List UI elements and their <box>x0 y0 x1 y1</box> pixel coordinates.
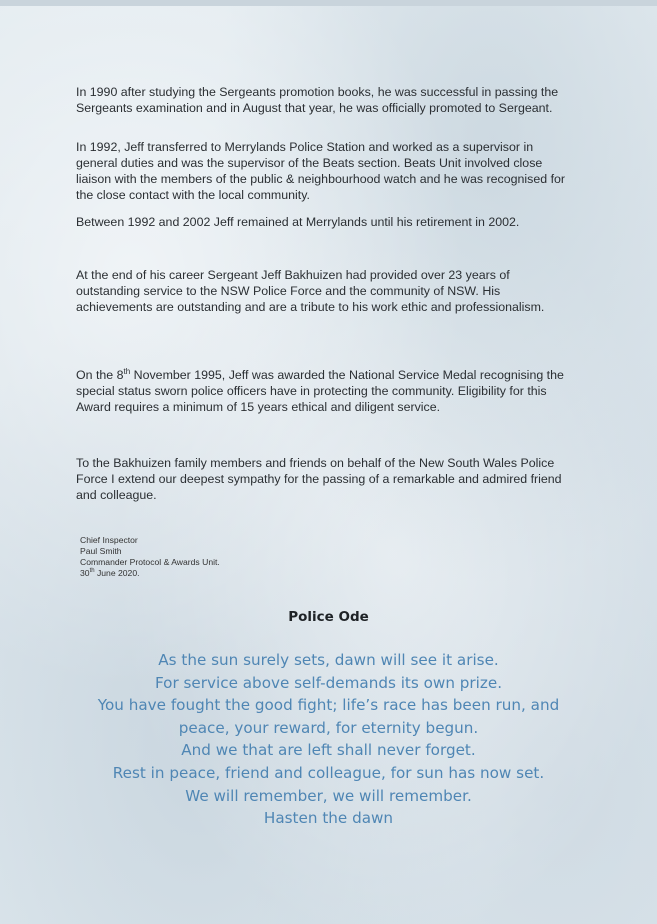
paragraph-career-summary: At the end of his career Sergeant Jeff Bakhuizen had provided over 23 years of outstanding service to the NSW Police Force and the community of NSW. His achievements are outstanding and are a tribute to his work ethic and professionalism. <box>76 268 545 314</box>
paragraph-sympathy: To the Bakhuizen family members and friends on behalf of the New South Wales Police Force I extend our deepest sympathy for the passing of a remarkable and admired friend and colleague. <box>76 456 562 502</box>
signature-unit: Commander Protocol & Awards Unit. <box>80 557 220 567</box>
signature-block <box>80 535 220 579</box>
ode-line: peace, your reward, for eternity begun. <box>178 718 479 737</box>
ode-verse <box>0 649 657 830</box>
ode-line: And we that are left shall never forget. <box>181 741 476 760</box>
signature-date-suffix: th <box>89 568 95 575</box>
medal-text: November 1995, Jeff was awarded the National Service Medal recognising the special status sworn police officers have in protecting the community. Eligibility for this Award requires a minimum of 15 years ethical and diligent service. <box>76 368 564 414</box>
ode-line: As the sun surely sets, dawn will see it arise. <box>158 651 499 669</box>
medal-date-prefix: On the 8 <box>76 368 124 382</box>
page-top-edge <box>0 0 657 6</box>
paragraph-merrylands-transfer: In 1992, Jeff transferred to Merrylands Police Station and worked as a supervisor in general duties and was the supervisor of the Beats section. Beats Unit involved close liaison with the members of the public & neighbourhood watch and he was recognised for the close contact with the local community. <box>76 140 566 202</box>
signature-date-rest: June 2020. <box>94 568 140 578</box>
ode-line: For service above self-demands its own prize. <box>154 673 503 692</box>
signature-date <box>80 568 220 579</box>
paragraph-promotion: In 1990 after studying the Sergeants promotion books, he was successful in passing the Sergeants examination and in August that year, he was officially promoted to Sergeant. <box>76 85 559 115</box>
medal-date-suffix: th <box>123 366 131 376</box>
ode-line: Rest in peace, friend and colleague, for sun has now set. <box>112 763 545 782</box>
ode-line: Hasten the dawn <box>263 809 394 828</box>
ode-line: We will remember, we will remember. <box>185 786 472 805</box>
signature-rank: Chief Inspector <box>80 535 138 545</box>
signature-date-day: 30 <box>80 568 90 578</box>
ode-line: You have fought the good fight; life’s race has been run, and <box>97 696 560 715</box>
paragraph-national-service-medal <box>76 367 576 415</box>
paragraph-retirement: Between 1992 and 2002 Jeff remained at Merrylands until his retirement in 2002. <box>76 215 520 229</box>
signature-name: Paul Smith <box>80 546 122 556</box>
ode-title: Police Ode <box>288 609 369 625</box>
